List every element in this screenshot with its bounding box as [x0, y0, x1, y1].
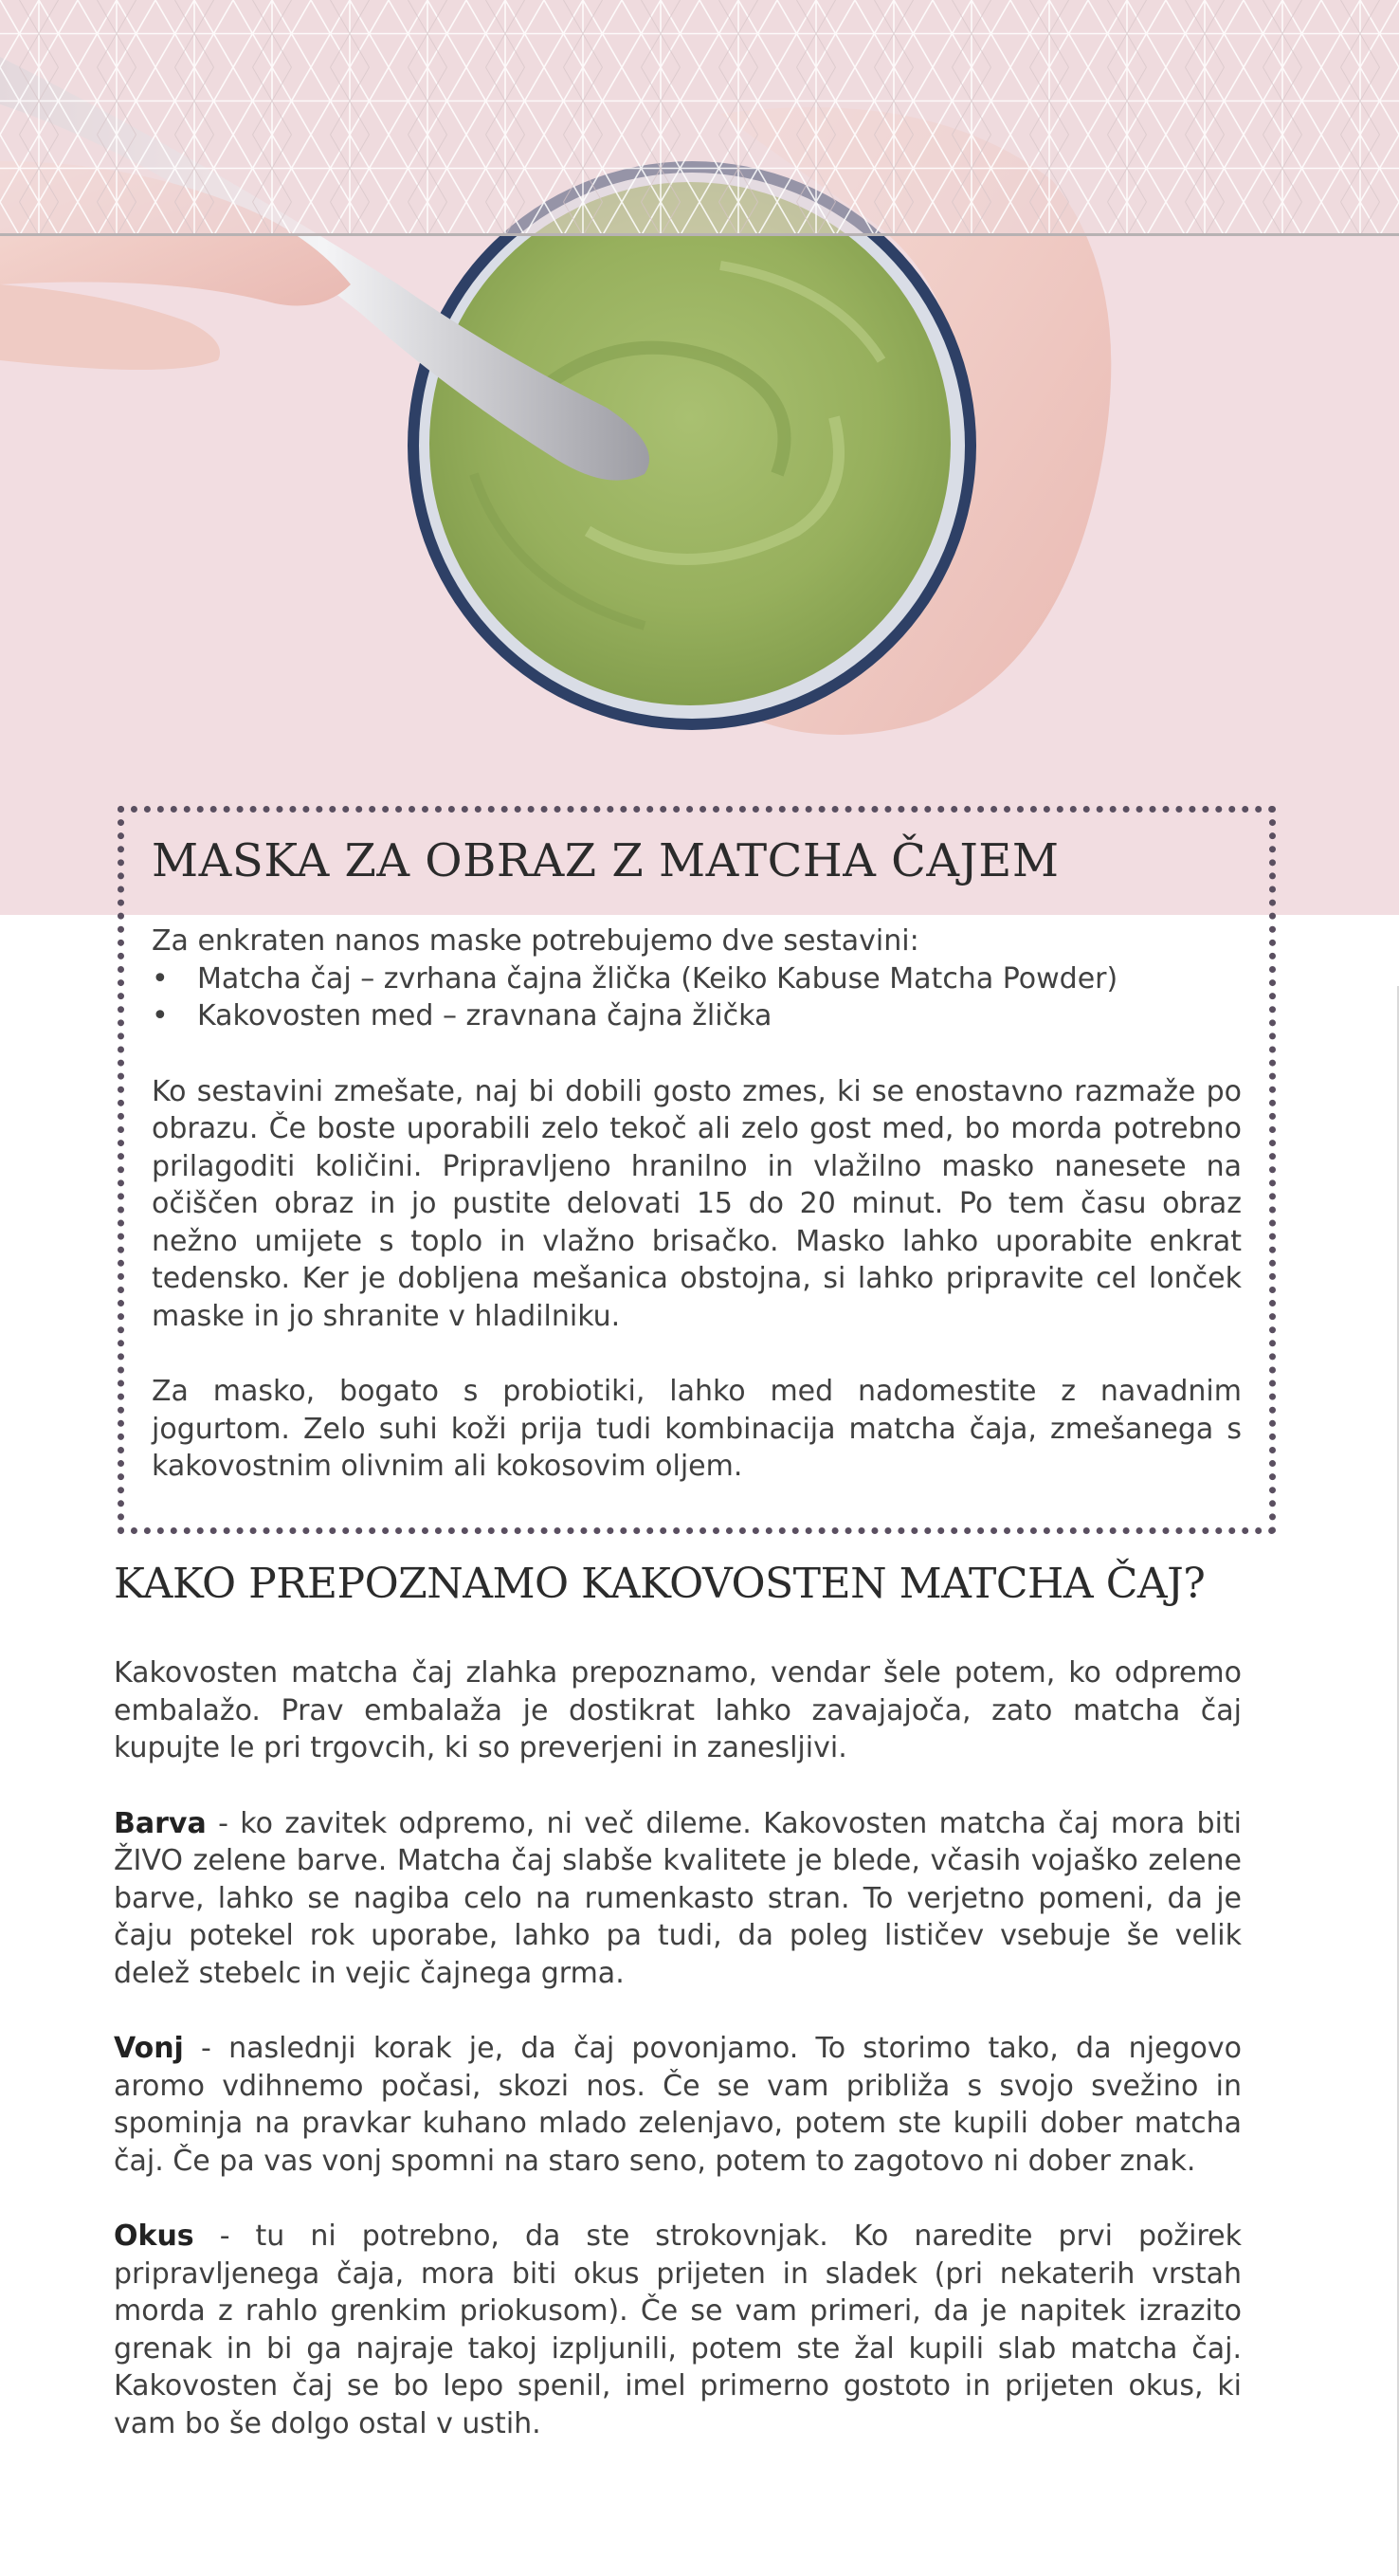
taste-text: - tu ni potrebno, da ste strokovnjak. Ko naredite prvi požirek pripravljenega čaja, mora biti okus prijeten in sladek (pri nekaterih vrstah morda z rahlo grenkim priokusom). Če se vam primeri, da je napitek izrazito grenak in bi ga najraje takoj izpljunili, potem ste žal kupili slab matcha čaj. Kakovosten čaj se bo lepo spenil, imel primerno gostoto in prijeten okus, ki vam bo še dolgo ostal v ustih. [114, 2220, 1242, 2440]
smell-paragraph [114, 2030, 1242, 2180]
color-text: - ko zavitek odpremo, ni več dileme. Kakovosten matcha čaj mora biti ŽIVO zelene barve. Matcha čaj slabše kvalitete je blede, včasih vojaško zelene barve, lahko se nagiba celo na rumenkasto stran. To verjetno pomeni, da je čaju potekel rok uporabe, lahko pa tudi, da poleg lističev vsebuje še velik delež stebelc in vejic čajnega grma. [114, 1806, 1242, 1990]
card-intro: Za enkraten nanos maske potrebujemo dve sestavini: [152, 924, 919, 958]
color-paragraph [114, 1805, 1242, 1993]
taste-label: Okus [114, 2220, 194, 2253]
card-body [152, 923, 1242, 1486]
card-paragraph: Ko sestavini zmešate, naj bi dobili gosto zmes, ki se enostavno razmaže po obrazu. Če boste uporabili zelo tekoč ali zelo gost med, bo morda potrebno prilagoditi količini. Pripravljeno hranilno in vlažilno masko nanesete na očiščen obraz in jo pustite delovati 15 do 20 minut. Po tem času obraz nežno umijete s toplo in vlažno brisačko. Masko lahko uporabite enkrat tedensko. Ker je dobljena mešanica obstojna, si lahko pripravite cel lonček maske in jo shranite v hladilniku. [152, 1074, 1242, 1333]
color-label: Barva [114, 1806, 207, 1840]
geometric-pattern [0, 0, 1399, 237]
smell-text: - naslednji korak je, da čaj povonjamo. To storimo tako, da njegovo aromo vdihnemo počasi, skozi nos. Če se vam približa s svojo svežino in spominja na pravkar kuhano mlado zelenjavo, potem ste kupili dober matcha čaj. Če pa vas vonj spomni na staro seno, potem to zagotovo ni dober znak. [114, 2032, 1242, 2178]
section-intro: Kakovosten matcha čaj zlahka prepoznamo, vendar šele potem, ko odpremo embalažo. Prav embalaža je dostikrat lahko zavajajoča, zato matcha čaj kupujte le pri trgovcih, ki so preverjeni in zanesljivi. [114, 1656, 1242, 1764]
smell-label: Vonj [114, 2032, 184, 2065]
section-body [114, 1654, 1242, 2442]
hero-photo [0, 0, 1399, 915]
pattern-divider [0, 233, 1399, 236]
ingredient-list [152, 960, 1242, 1035]
ingredient-item: • Kakovosten med – zravnana čajna žlička [152, 997, 1242, 1035]
matcha-paste [429, 182, 951, 705]
card-title: MASKA ZA OBRAZ Z MATCHA ČAJEM [152, 834, 1060, 887]
taste-paragraph [114, 2218, 1242, 2442]
section-title: KAKO PREPOZNAMO KAKOVOSTEN MATCHA ČAJ? [114, 1560, 1206, 1608]
card-paragraph: Za masko, bogato s probiotiki, lahko med nadomestite z navadnim jogurtom. Zelo suhi koži prija tudi kombinacija matcha čaja, zmešanega s kakovostnim olivnim ali kokosovim oljem. [152, 1375, 1242, 1483]
ingredient-item: • Matcha čaj – zvrhana čajna žlička (Keiko Kabuse Matcha Powder) [152, 960, 1242, 998]
